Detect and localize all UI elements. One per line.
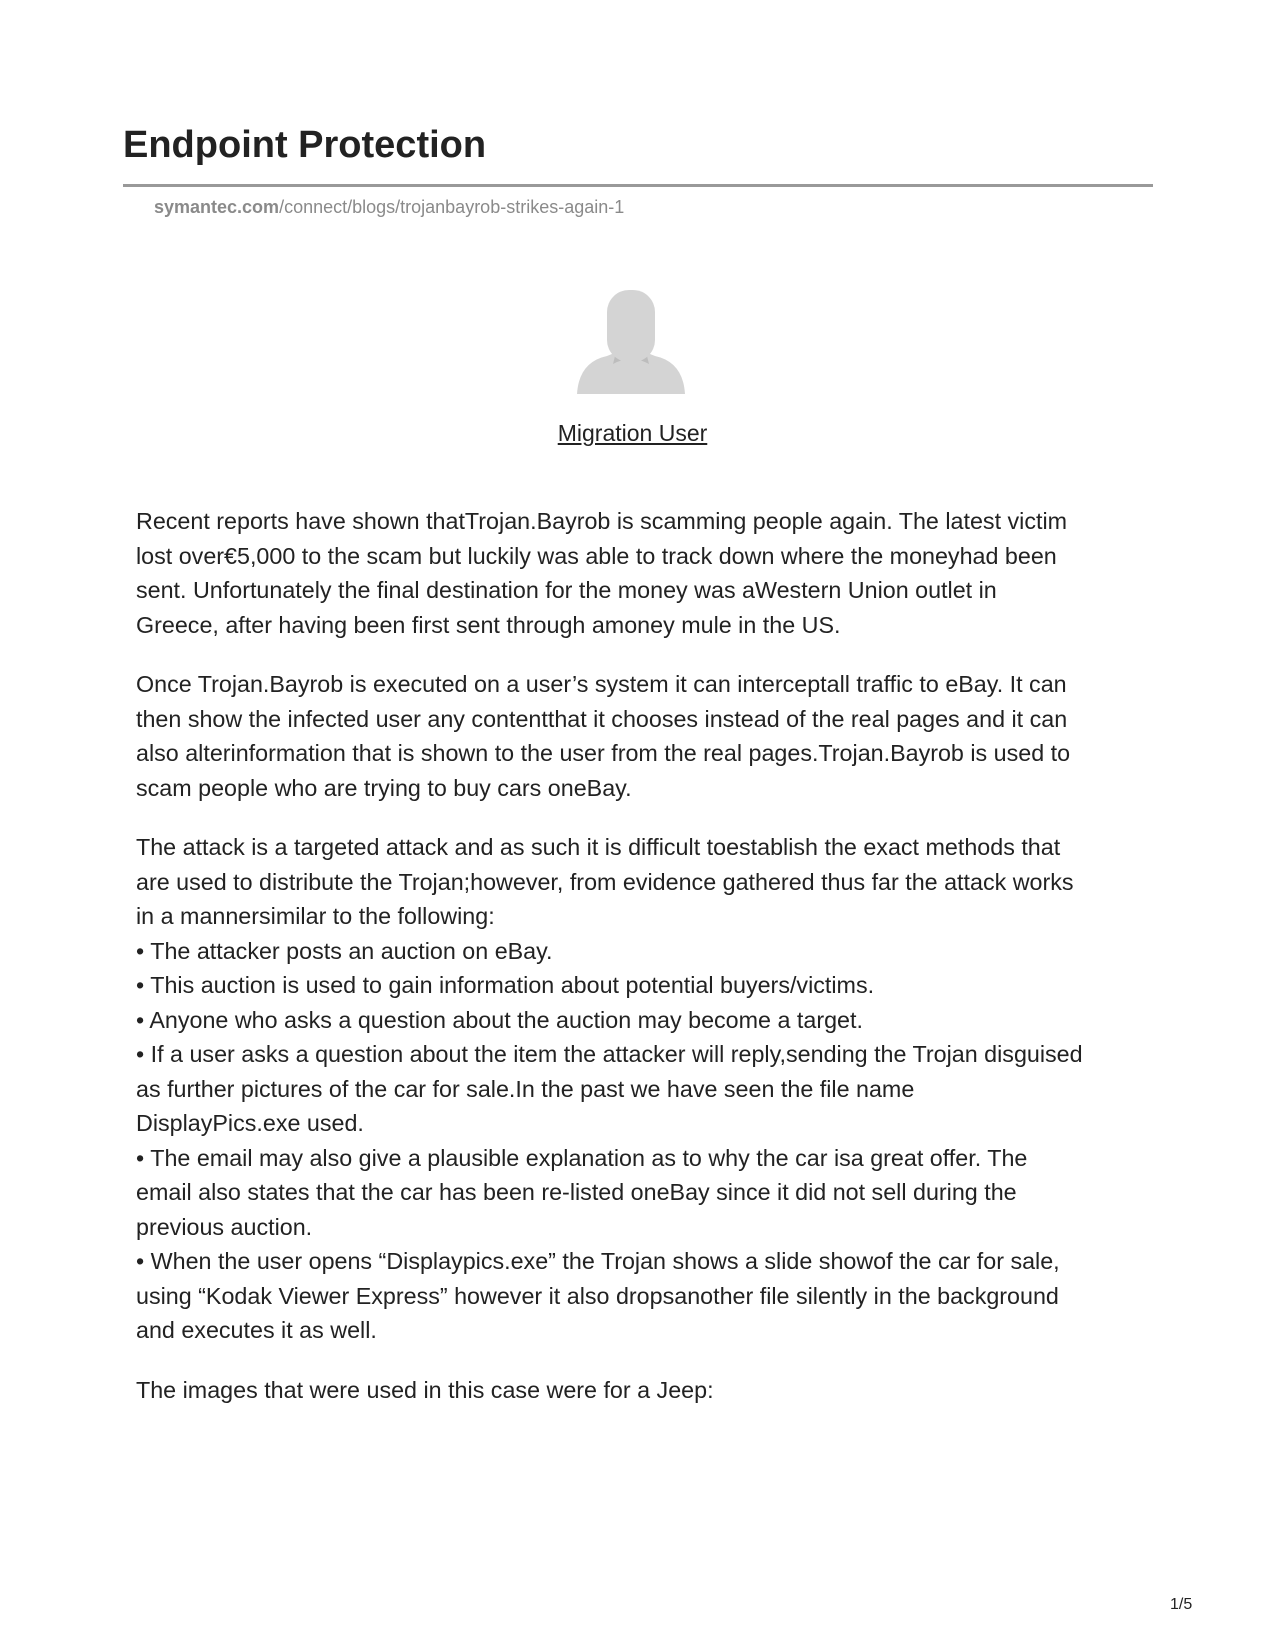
source-url[interactable] bbox=[154, 197, 624, 218]
text-line: • This auction is used to gain information about potential buyers/victims. bbox=[136, 972, 875, 998]
text-line: using “Kodak Viewer Express” however it also dropsanother file silently in the background bbox=[136, 1282, 1059, 1309]
paragraph bbox=[136, 1373, 1166, 1408]
paragraph bbox=[136, 504, 1166, 642]
text-line: Recent reports have shown thatTrojan.Bayrob is scamming people again. The latest victim bbox=[136, 508, 1068, 534]
paragraph bbox=[136, 830, 1166, 1348]
text-line: • When the user opens “Displaypics.exe” the Trojan shows a slide showof the car for sale, bbox=[136, 1248, 1060, 1274]
text-line: then show the infected user any contentthat it chooses instead of the real pages and it can bbox=[136, 705, 1068, 732]
text-line: Once Trojan.Bayrob is executed on a user’s system it can interceptall traffic to eBay. It can bbox=[136, 671, 1067, 697]
text-line: as further pictures of the car for sale.In the past we have seen the file name bbox=[136, 1075, 915, 1102]
text-line: The attack is a targeted attack and as such it is difficult toestablish the exact methods that bbox=[136, 834, 1061, 860]
url-domain: symantec.com bbox=[154, 197, 280, 217]
text-line: are used to distribute the Trojan;however, from evidence gathered thus far the attack works bbox=[136, 868, 1074, 895]
text-line: Greece, after having been first sent through amoney mule in the US. bbox=[136, 611, 841, 638]
text-line: • The attacker posts an auction on eBay. bbox=[136, 937, 553, 964]
author-link[interactable]: Migration User bbox=[557, 420, 708, 446]
text-line: scam people who are trying to buy cars oneBay. bbox=[136, 774, 632, 801]
text-line: lost over€5,000 to the scam but luckily was able to track down where the moneyhad been bbox=[136, 542, 1057, 569]
title-divider bbox=[123, 184, 1153, 187]
url-path: /connect/blogs/trojanbayrob-strikes-again-1 bbox=[279, 197, 625, 217]
text-line: DisplayPics.exe used. bbox=[136, 1110, 364, 1136]
text-line: • If a user asks a question about the item the attacker will reply,sending the Trojan disguised bbox=[136, 1041, 1083, 1067]
article-body bbox=[136, 504, 1166, 1432]
page-number: 1/5 bbox=[1170, 1596, 1193, 1613]
paragraph bbox=[136, 667, 1166, 805]
text-line: • Anyone who asks a question about the auction may become a target. bbox=[136, 1006, 863, 1033]
user-silhouette-icon bbox=[577, 290, 685, 394]
text-line: previous auction. bbox=[136, 1213, 313, 1240]
text-line: • The email may also give a plausible explanation as to why the car isa great offer. The bbox=[136, 1144, 1028, 1171]
text-line: The images that were used in this case were for a Jeep: bbox=[136, 1376, 714, 1403]
text-line: email also states that the car has been re-listed oneBay since it did not sell during the bbox=[136, 1179, 1017, 1205]
page-title: Endpoint Protection bbox=[123, 124, 487, 166]
text-line: and executes it as well. bbox=[136, 1317, 377, 1343]
text-line: in a mannersimilar to the following: bbox=[136, 903, 495, 929]
text-line: sent. Unfortunately the final destination for the money was aWestern Union outlet in bbox=[136, 577, 997, 603]
text-line: also alterinformation that is shown to the user from the real pages.Trojan.Bayrob is used to bbox=[136, 740, 1071, 766]
